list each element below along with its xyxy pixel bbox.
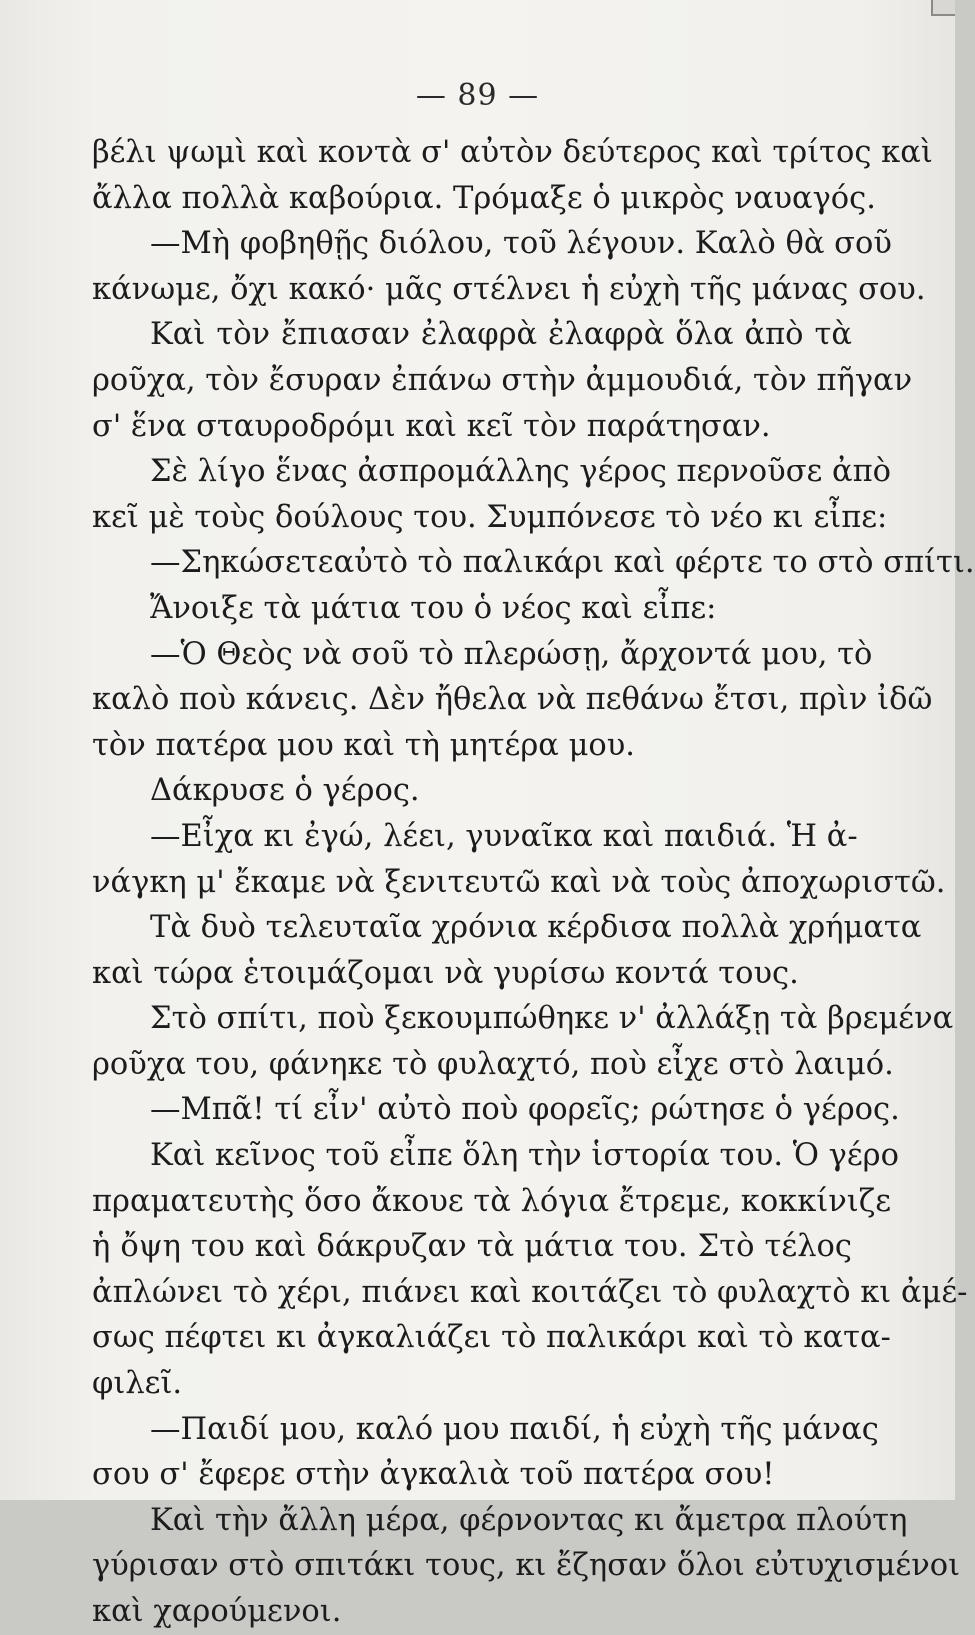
text-line: καλὸ ποὺ κάνεις. Δὲν ἤθελα νὰ πεθάνω ἔτσι, πρὶν ἰδῶ bbox=[92, 682, 933, 718]
text-line: —Μπᾶ! τί εἶν' αὐτὸ ποὺ φορεῖς; ρώτησε ὁ γέρος. bbox=[150, 1092, 900, 1128]
text-line: ἄλλα πολλὰ καβούρια. Τρόμαξε ὁ μικρὸς ναυαγός. bbox=[92, 180, 876, 216]
scan-frame-corner bbox=[931, 0, 955, 16]
text-line: κεῖ μὲ τοὺς δούλους του. Συμπόνεσε τὸ νέο κι εἶπε: bbox=[92, 499, 888, 535]
text-line: Τὰ δυὸ τελευταῖα χρόνια κέρδισα πολλὰ χρήματα bbox=[150, 910, 922, 946]
text-line: Στὸ σπίτι, ποὺ ξεκουμπώθηκε ν' ἀλλάξῃ τὰ βρεμένα bbox=[150, 1001, 954, 1037]
text-line: ἡ ὄψη του καὶ δάκρυζαν τὰ μάτια του. Στὸ τέλος bbox=[92, 1229, 852, 1265]
text-line: —Μὴ φοβηθῇς διόλου, τοῦ λέγουν. Καλὸ θὰ σοῦ bbox=[150, 226, 892, 262]
text-line: νάγκη μ' ἔκαμε νὰ ξενιτευτῶ καὶ νὰ τοὺς ἀποχωριστῶ. bbox=[92, 864, 946, 900]
text-line: ροῦχα, τὸν ἔσυραν ἐπάνω στὴν ἀμμουδιά, τὸν πῆγαν bbox=[92, 362, 913, 398]
text-line: γύρισαν στὸ σπιτάκι τους, κι ἔζησαν ὅλοι εὐτυχισμένοι bbox=[92, 1548, 961, 1584]
body-text bbox=[92, 130, 975, 1635]
text-line: —Εἶχα κι ἐγώ, λέει, γυναῖκα καὶ παιδιά. Ἡ ἀ- bbox=[150, 818, 858, 854]
text-line: πραματευτὴς ὅσο ἄκουε τὰ λόγια ἔτρεμε, κοκκίνιζε bbox=[92, 1183, 892, 1219]
text-line: σως πέφτει κι ἀγκαλιάζει τὸ παλικάρι καὶ τὸ κατα- bbox=[92, 1320, 891, 1356]
text-line: φιλεῖ. bbox=[92, 1366, 183, 1402]
text-line: ροῦχα του, φάνηκε τὸ φυλαχτό, ποὺ εἶχε στὸ λαιμό. bbox=[92, 1046, 894, 1082]
text-line: Δάκρυσε ὁ γέρος. bbox=[150, 773, 420, 809]
text-line: καὶ τώρα ἑτοιμάζομαι νὰ γυρίσω κοντά τους. bbox=[92, 955, 799, 991]
text-line: καὶ χαρούμενοι. bbox=[92, 1594, 342, 1629]
text-line: σου σ' ἔφερε στὴν ἀγκαλιὰ τοῦ πατέρα σου! bbox=[92, 1457, 775, 1493]
text-line: κάνωμε, ὄχι κακό· μᾶς στέλνει ἡ εὐχὴ τῆς μάνας σου. bbox=[92, 271, 926, 307]
text-line: σ' ἕνα σταυροδρόμι καὶ κεῖ τὸν παράτησαν. bbox=[92, 408, 771, 444]
text-line: Καὶ κεῖνος τοῦ εἶπε ὅλη τὴν ἱστορία του. Ὁ γέρο bbox=[150, 1138, 899, 1174]
text-line: Σὲ λίγο ἕνας ἀσπρομάλλης γέρος περνοῦσε ἀπὸ bbox=[150, 454, 892, 490]
text-line: ἀπλώνει τὸ χέρι, πιάνει καὶ κοιτάζει τὸ φυλαχτὸ κι ἀμέ- bbox=[92, 1274, 968, 1310]
text-line: Καὶ τὴν ἄλλη μέρα, φέρνοντας κι ἄμετρα πλούτη bbox=[150, 1502, 908, 1538]
text-line: Καὶ τὸν ἔπιασαν ἐλαφρὰ ἐλαφρὰ ὅλα ἀπὸ τὰ bbox=[150, 317, 852, 353]
text-line: —Ὁ Θεὸς νὰ σοῦ τὸ πλερώσῃ, ἄρχοντά μου, τὸ bbox=[150, 636, 873, 672]
page-number: — 89 — bbox=[415, 78, 540, 113]
text-line: Ἄνοιξε τὰ μάτια του ὁ νέος καὶ εἶπε: bbox=[150, 590, 717, 626]
text-line: βέλι ψωμὶ καὶ κοντὰ σ' αὐτὸν δεύτερος καὶ τρίτος καὶ bbox=[92, 135, 933, 170]
text-line: τὸν πατέρα μου καὶ τὴ μητέρα μου. bbox=[92, 727, 635, 763]
text-line: —Σηκώσετεαὐτὸ τὸ παλικάρι καὶ φέρτε το στὸ σπίτι. bbox=[150, 545, 975, 581]
text-line: —Παιδί μου, καλό μου παιδί, ἡ εὐχὴ τῆς μάνας bbox=[150, 1411, 879, 1447]
